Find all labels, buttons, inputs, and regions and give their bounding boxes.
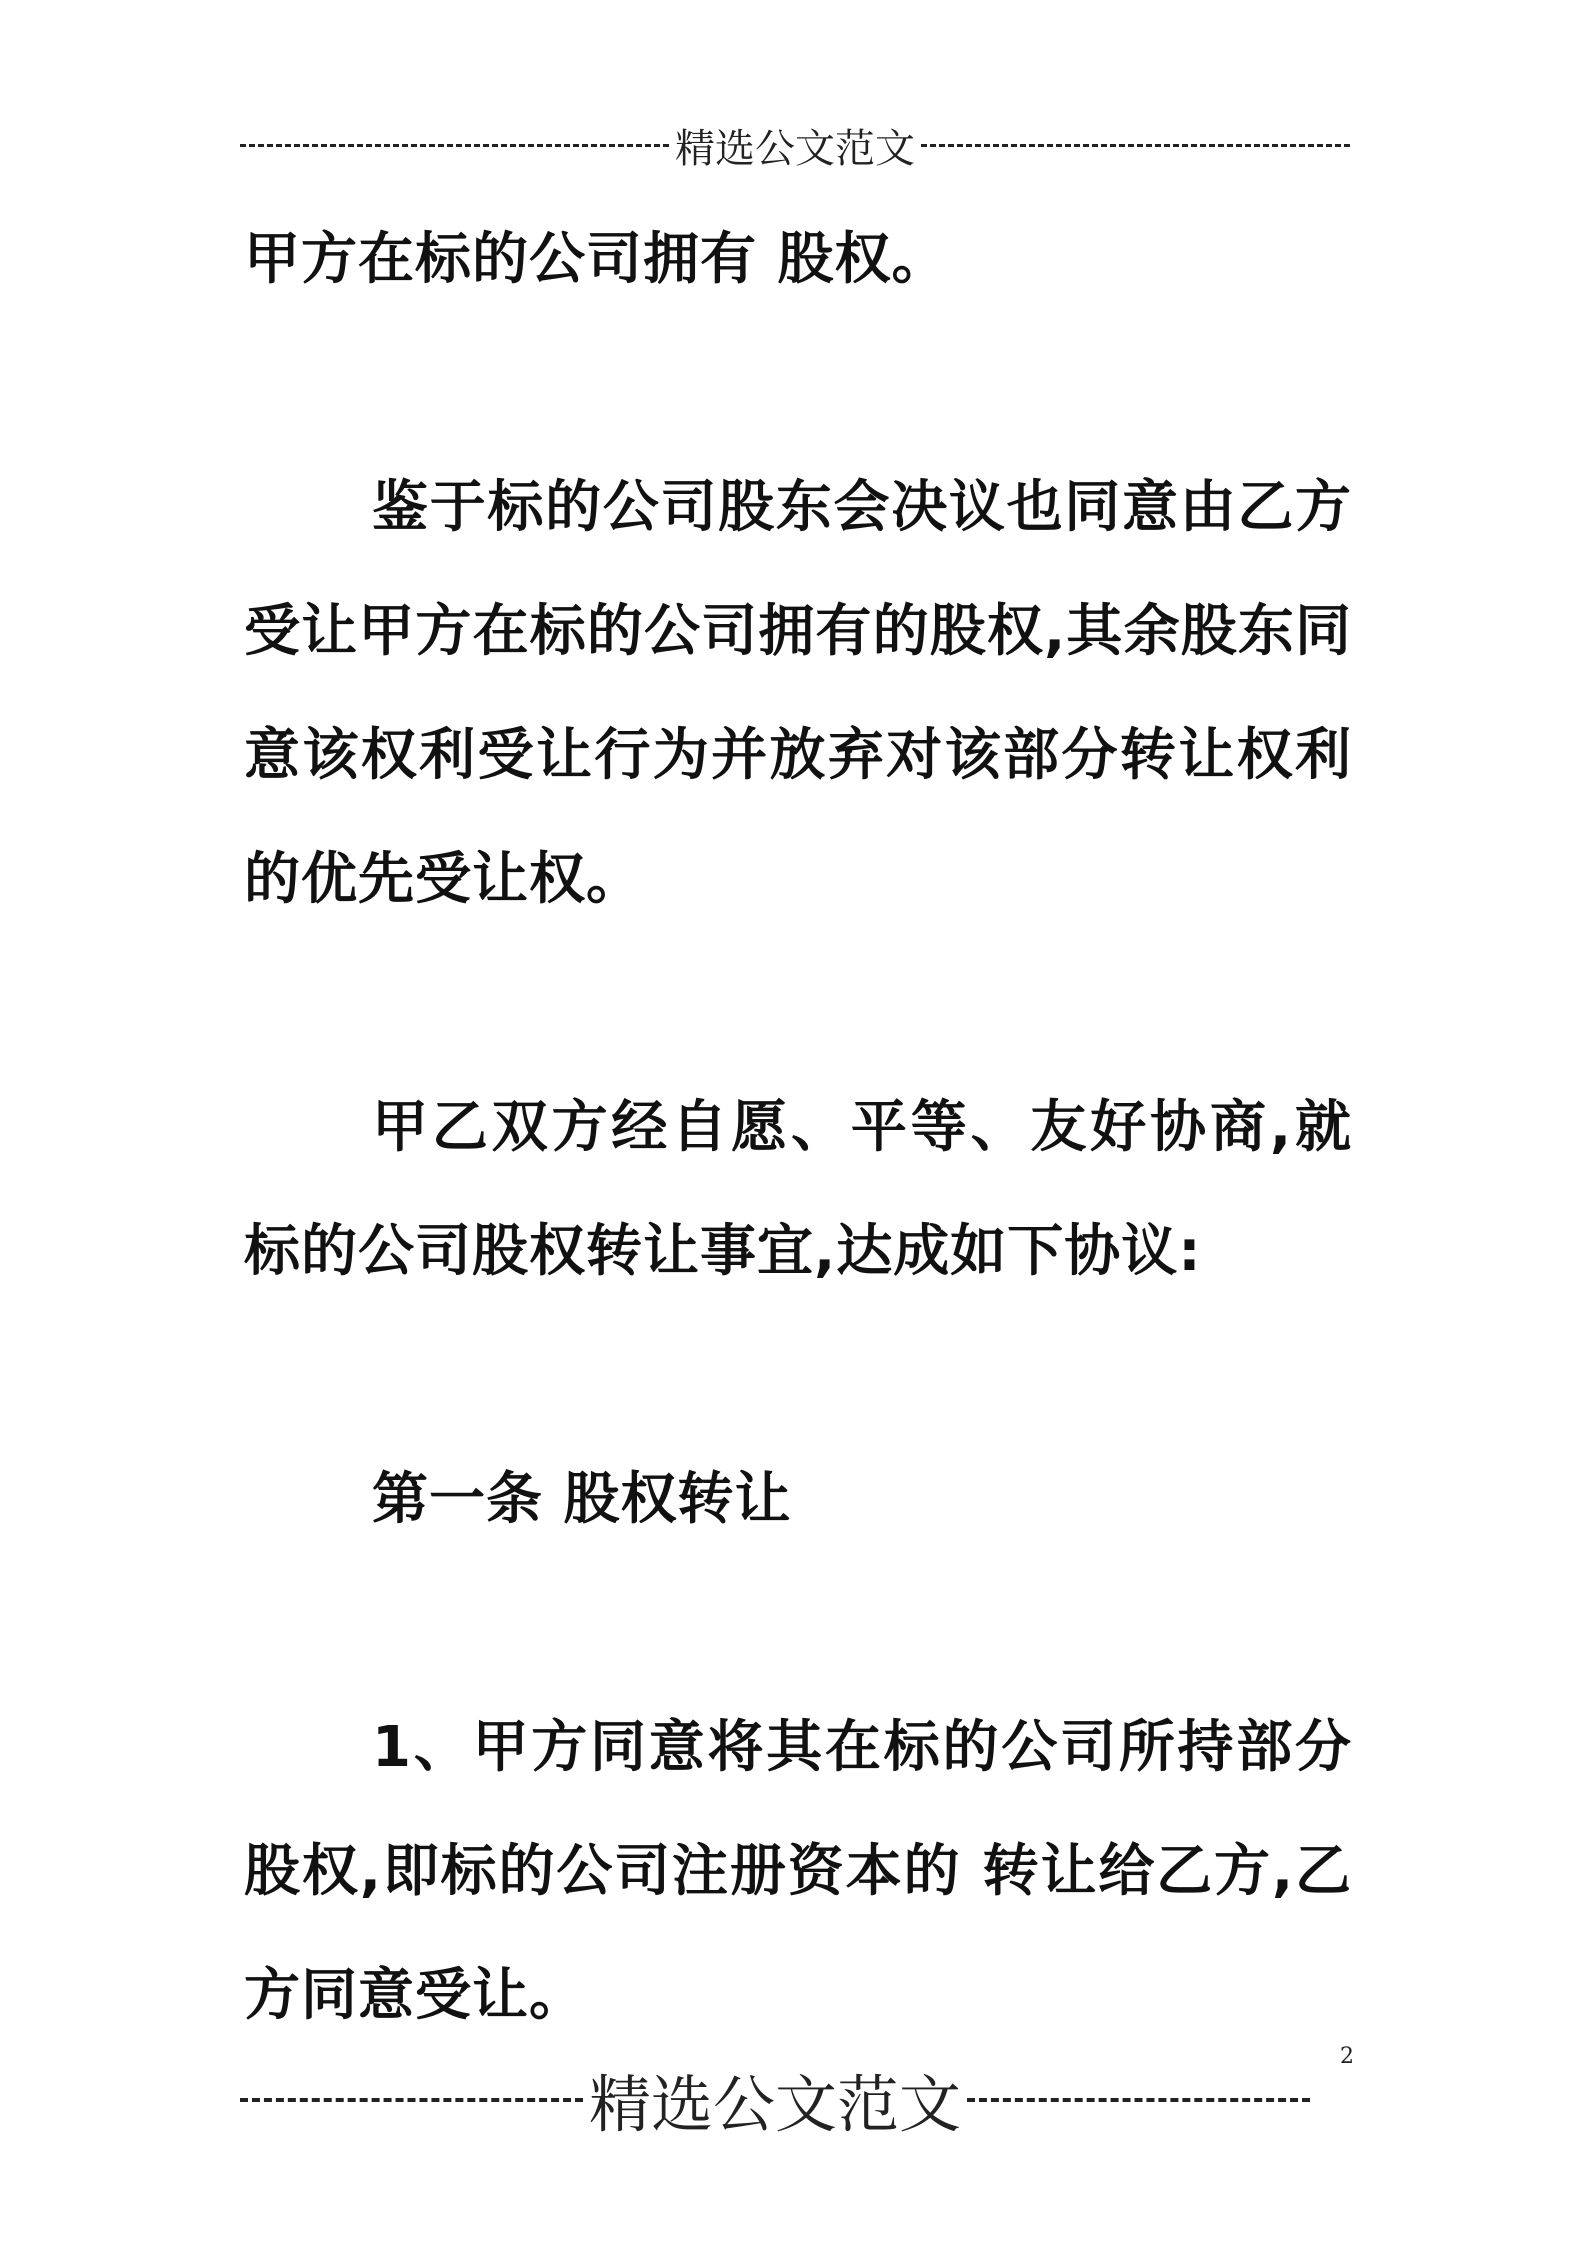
footer-label: 精选公文范文 [589, 2068, 962, 2141]
page-number: 2 [1340, 2044, 1354, 2069]
header-dash-left [240, 144, 669, 147]
document-body [244, 198, 1352, 2058]
article-heading: 第一条 股权转让 [372, 1467, 792, 1532]
header-dash-right [921, 144, 1350, 147]
footer-dash-right [967, 2098, 1310, 2102]
paragraph-3: 甲乙双方经自愿、平等、友好协商,就标的公司股权转让事宜,达成如下协议: [244, 1095, 1352, 1284]
header-rule [240, 117, 1350, 174]
footer-dash-left [240, 2098, 583, 2102]
footer-rule [240, 2055, 1310, 2144]
paragraph-1: 甲方在标的公司拥有 股权。 [244, 227, 949, 292]
paragraph-2: 鉴于标的公司股东会决议也同意由乙方受让甲方在标的公司拥有的股权,其余股东同意该权利受让行为并放弃对该部分转让权利的优先受让权。 [244, 475, 1352, 912]
header-label: 精选公文范文 [675, 126, 915, 172]
paragraph-4: 1、甲方同意将其在标的公司所持部分股权,即标的公司注册资本的 转让给乙方,乙方同意受让。 [244, 1715, 1352, 2028]
